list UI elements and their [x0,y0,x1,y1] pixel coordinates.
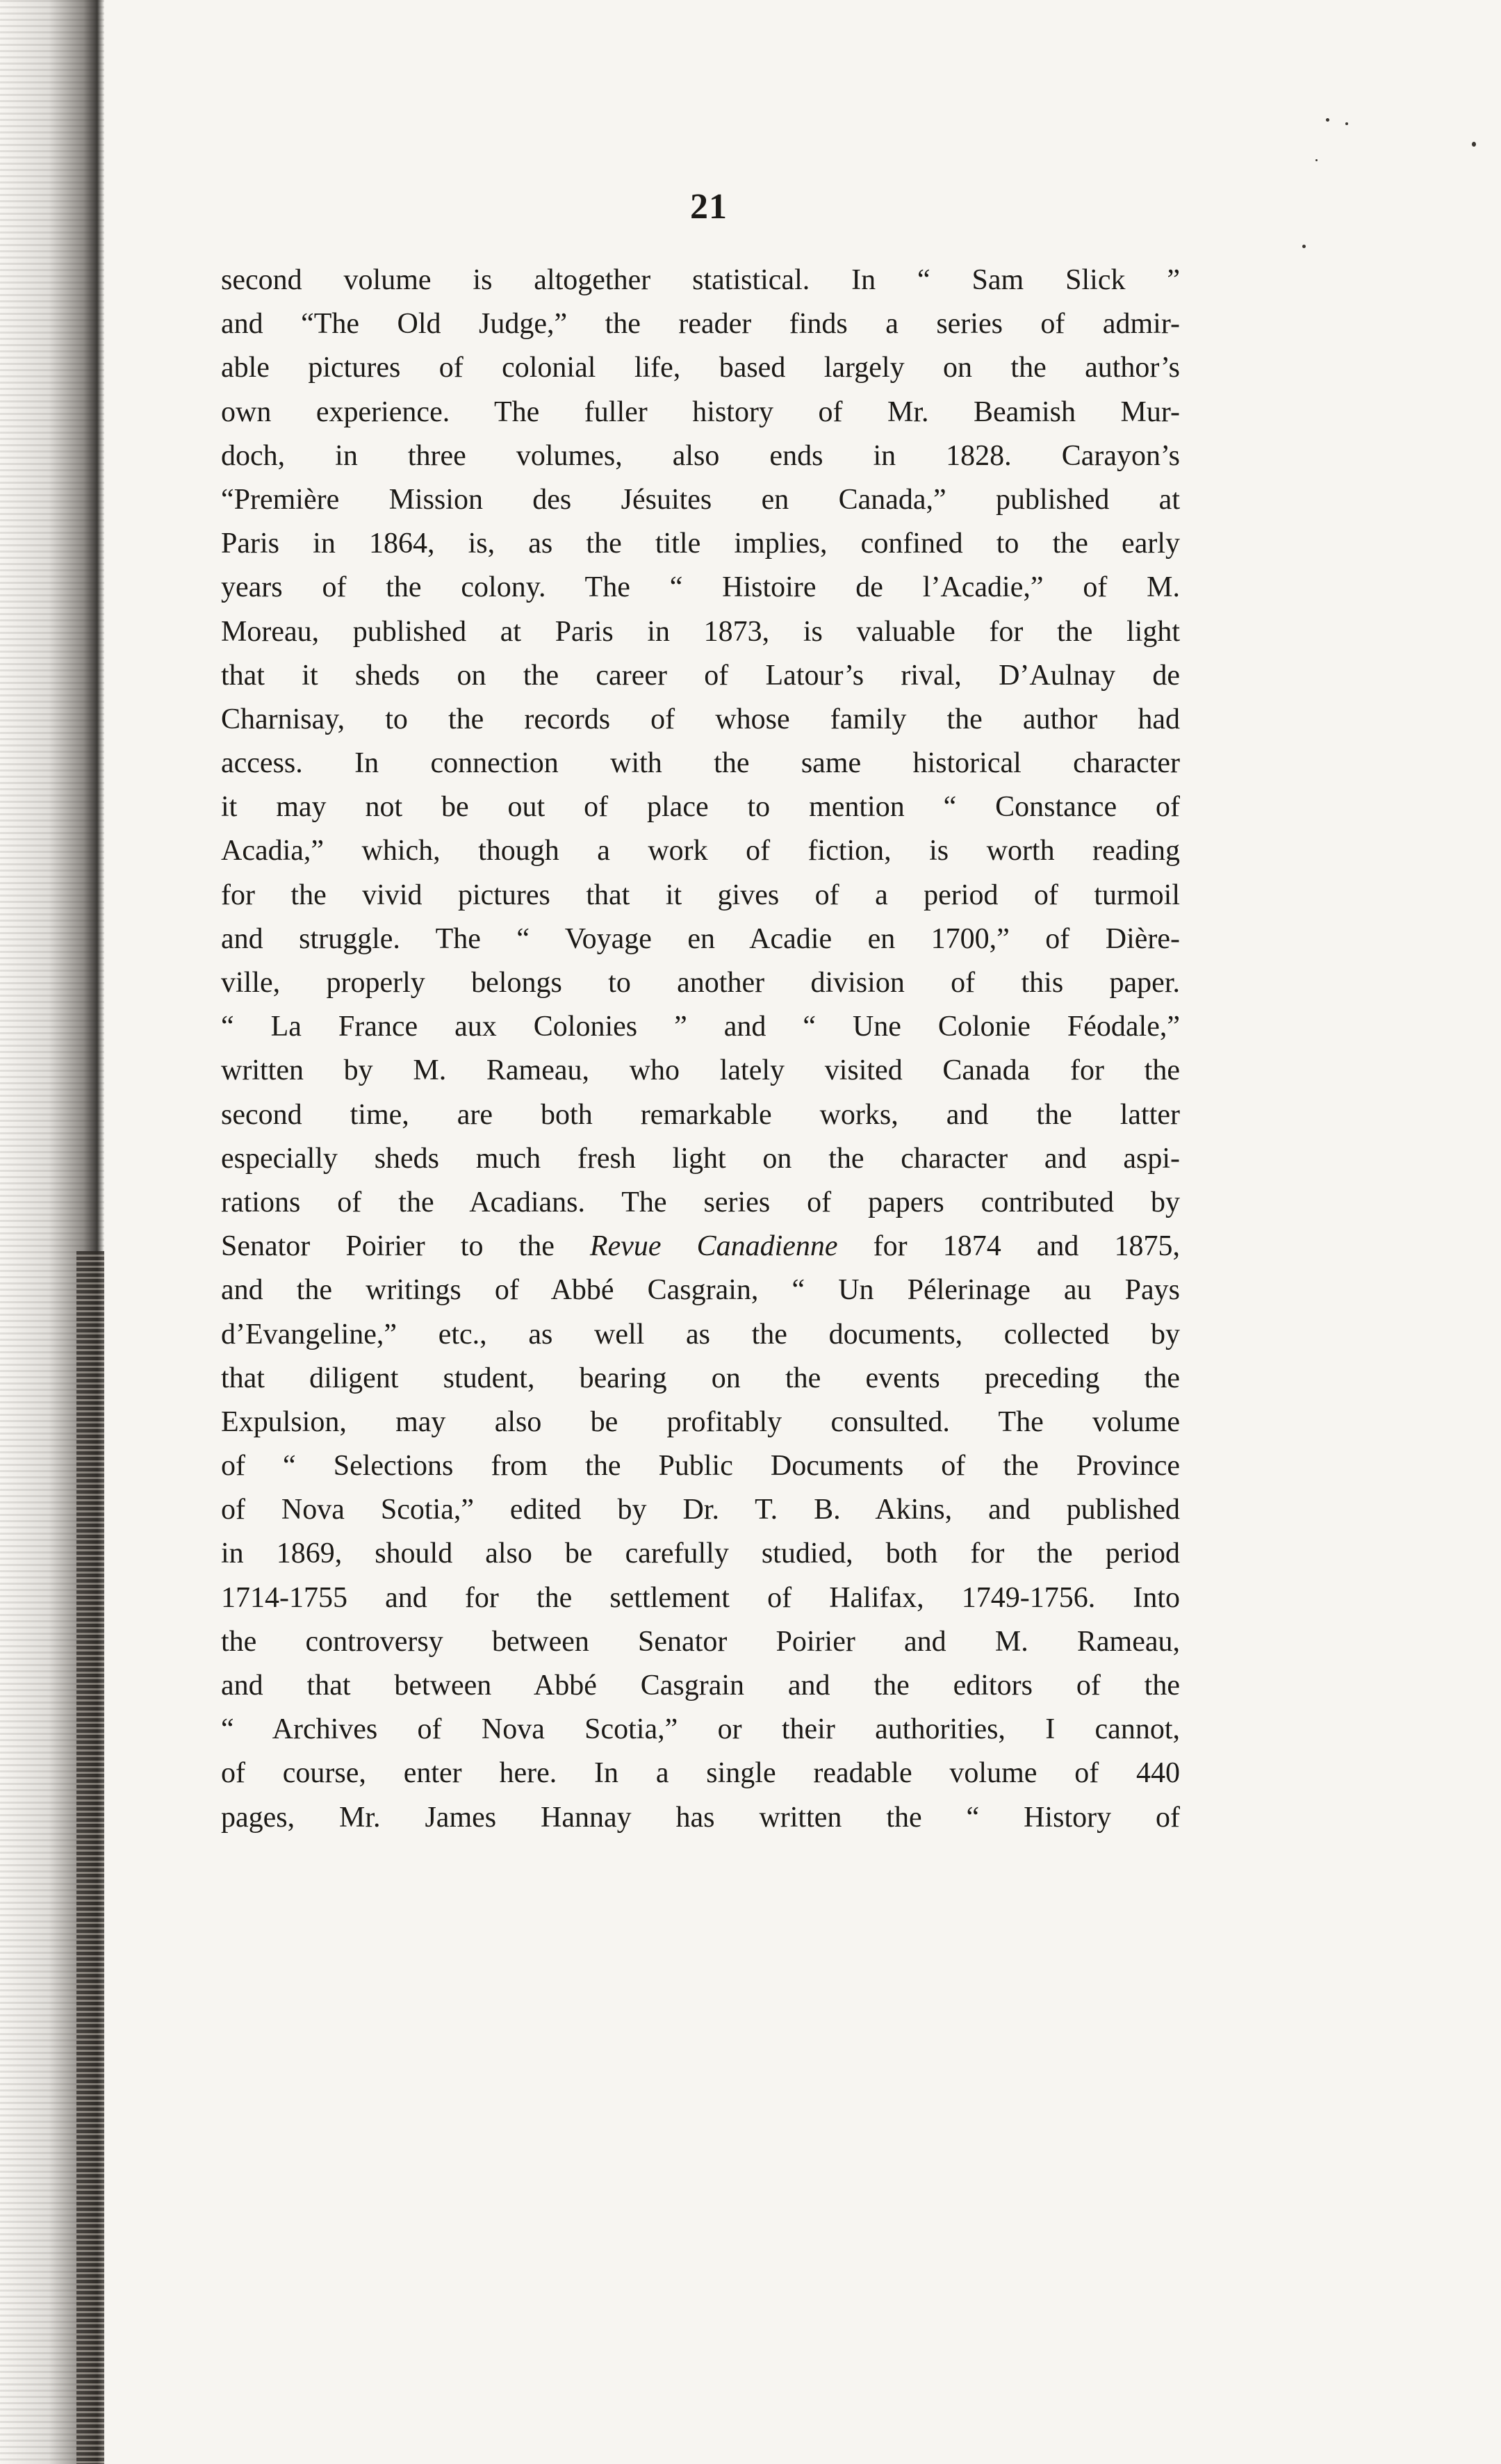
text-line: written by M. Rameau, who lately visited Canada for the [221,1054,1180,1087]
text-line: access. In connection with the same historical character [221,747,1180,780]
text-line: second time, are both remarkable works, and the latter [221,1098,1180,1131]
text-line: especially sheds much fresh light on the character and aspi- [221,1142,1180,1175]
text-line: Acadia,” which, though a work of fiction, is worth reading [221,835,1180,867]
journal-title: Revue Canadienne [589,1230,838,1263]
text-line: own experience. The fuller history of Mr. Beamish Mur- [221,395,1180,428]
text-line: “Première Mission des Jésuites en Canada,” published at [221,483,1180,516]
text-line: of Nova Scotia,” edited by Dr. T. B. Akins, and published [221,1494,1180,1526]
text-line: of course, enter here. In a single readable volume of 440 [221,1757,1180,1790]
text-line: “ La France aux Colonies ” and “ Une Colonie Féodale,” [221,1011,1180,1043]
text-line: able pictures of colonial life, based largely on the author’s [221,352,1180,384]
binding-shadow [76,1251,104,2464]
text-line: and struggle. The “ Voyage en Acadie en 1700,” of Dière- [221,922,1180,955]
text-line: of “ Selections from the Public Documents of the Province [221,1450,1180,1483]
page-number: 21 [690,187,728,227]
text-line: and the writings of Abbé Casgrain, “ Un Pélerinage au Pays [221,1274,1180,1307]
text-line: years of the colony. The “ Histoire de l’Acadie,” of M. [221,571,1180,604]
text-line: pages, Mr. James Hannay has written the “ History of [221,1801,1180,1834]
text-line: d’Evangeline,” etc., as well as the documents, collected by [221,1318,1180,1351]
text-line: that diligent student, bearing on the events preceding the [221,1362,1180,1394]
text-line: Moreau, published at Paris in 1873, is valuable for the light [221,615,1180,648]
text-line: ville, properly belongs to another division of this paper. [221,967,1180,999]
text-line: 1714-1755 and for the settlement of Halifax, 1749-1756. Into [221,1581,1180,1614]
text-line: in 1869, should also be carefully studied, both for the period [221,1537,1180,1570]
body-text [221,259,1180,1840]
text-line: Charnisay, to the records of whose family the author had [221,703,1180,735]
text-line: second volume is altogether statistical. In “ Sam Slick ” [221,264,1180,296]
text-line: for the vivid pictures that it gives of a period of turmoil [221,879,1180,911]
text-line: Senator Poirier to the Revue Canadienne for 1874 and 1875, [221,1230,1180,1263]
text-line: and that between Abbé Casgrain and the editors of the [221,1670,1180,1702]
text-line: and “The Old Judge,” the reader finds a series of admir- [221,308,1180,341]
text-line: “ Archives of Nova Scotia,” or their authorities, I cannot, [221,1713,1180,1746]
text-line: Expulsion, may also be profitably consulted. The volume [221,1405,1180,1438]
text-line: that it sheds on the career of Latour’s rival, D’Aulnay de [221,659,1180,692]
text-line: it may not be out of place to mention “ Constance of [221,791,1180,824]
text-line: doch, in three volumes, also ends in 1828. Carayon’s [221,439,1180,472]
text-line: the controversy between Senator Poirier and M. Rameau, [221,1625,1180,1658]
text-line: Paris in 1864, is, as the title implies, confined to the early [221,528,1180,560]
text-line: rations of the Acadians. The series of papers contributed by [221,1186,1180,1218]
